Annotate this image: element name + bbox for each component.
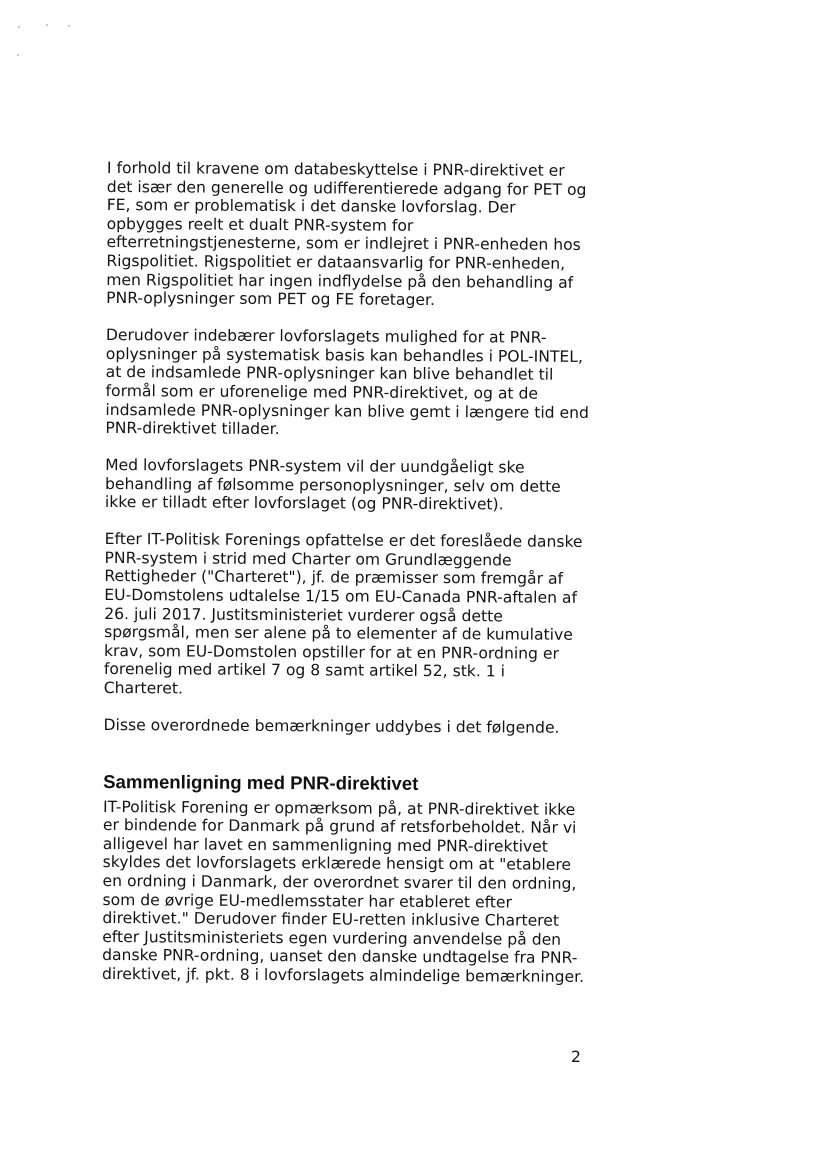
- section-paragraph: IT-Politisk Forening er opmærksom på, at PNR-direktivet ikke er bindende for Danmark på grund af retsforbeholdet. Når vi alligevel har lavet en sammenligning med PNR-direktivet skyldes det lovforslagets erklærede hensigt om at "etablere en ordning i Danmark, der overordnet svarer til den ordning, som de øvrige EU-medlemsstater har etableret efter direktivet." Derudover finder EU-retten inklusive Charteret efter Justitsministeriets egen vurdering anvendelse på den danske PNR-ordning, uanset den danske undtagelse fra PNR-direktivet, jf. pkt. 8 i lovforslagets almindelige bemærkninger.: [101, 797, 585, 986]
- scan-speck: [46, 24, 48, 26]
- document-body: [102, 159, 592, 986]
- paragraph-3: Med lovforslagets PNR-system vil der uundgåeligt ske behandling af følsomme personoplysninger, selv om dette ikke er tilladt efter lovforslaget (og PNR-direktivet).: [104, 456, 561, 514]
- paragraph-2: Derudover indebærer lovforslagets mulighed for at PNR-oplysninger på systematisk basis kan behandles i POL-INTEL, at de indsamlede PNR-oplysninger kan blive behandlet til formål som er uforenelige med PNR-direktivet, og at de indsamlede PNR-oplysninger kan blive gemt i længere tid end PNR-direktivet tillader.: [105, 326, 589, 439]
- paragraph-1: I forhold til kravene om databeskyttelse i PNR-direktivet er det især den generelle og udifferentierede adgang for PET og FE, som er problematisk i det danske lovforslag. Der opbygges reelt et dualt PNR-system for efterretningstjenesterne, som er indlejret i PNR-enheden hos Rigspolitiet. Rigspolitiet er dataansvarlig for PNR-enheden, men Rigspolitiet har ingen indflydelse på den behandling af PNR-oplysninger som PET og FE foretager.: [106, 159, 587, 310]
- scan-speck: [18, 26, 20, 28]
- paragraph-4: Efter IT-Politisk Forenings opfattelse er det foreslåede danske PNR-system i strid med Charter om Grundlæggende Rettigheder ("Charteret"), jf. de præmisser som fremgår af EU-Domstolens udtalelse 1/15 om EU-Canada PNR-aftalen af 26. juli 2017. Justitsministeriet vurderer også dette spørgsmål, men ser alene på to elementer af de kumulative krav, som EU-Domstolen opstiller for at en PNR-ordning er forenelig med artikel 7 og 8 samt artikel 52, stk. 1 i Charteret.: [103, 530, 583, 698]
- scan-speck: [68, 25, 70, 27]
- paragraph-5: Disse overordnede bemærkninger uddybes i det følgende.: [103, 715, 560, 737]
- page-number: 2: [571, 1048, 581, 1066]
- scan-speck: [17, 54, 19, 56]
- section-heading: Sammenligning med PNR-direktivet: [103, 770, 419, 794]
